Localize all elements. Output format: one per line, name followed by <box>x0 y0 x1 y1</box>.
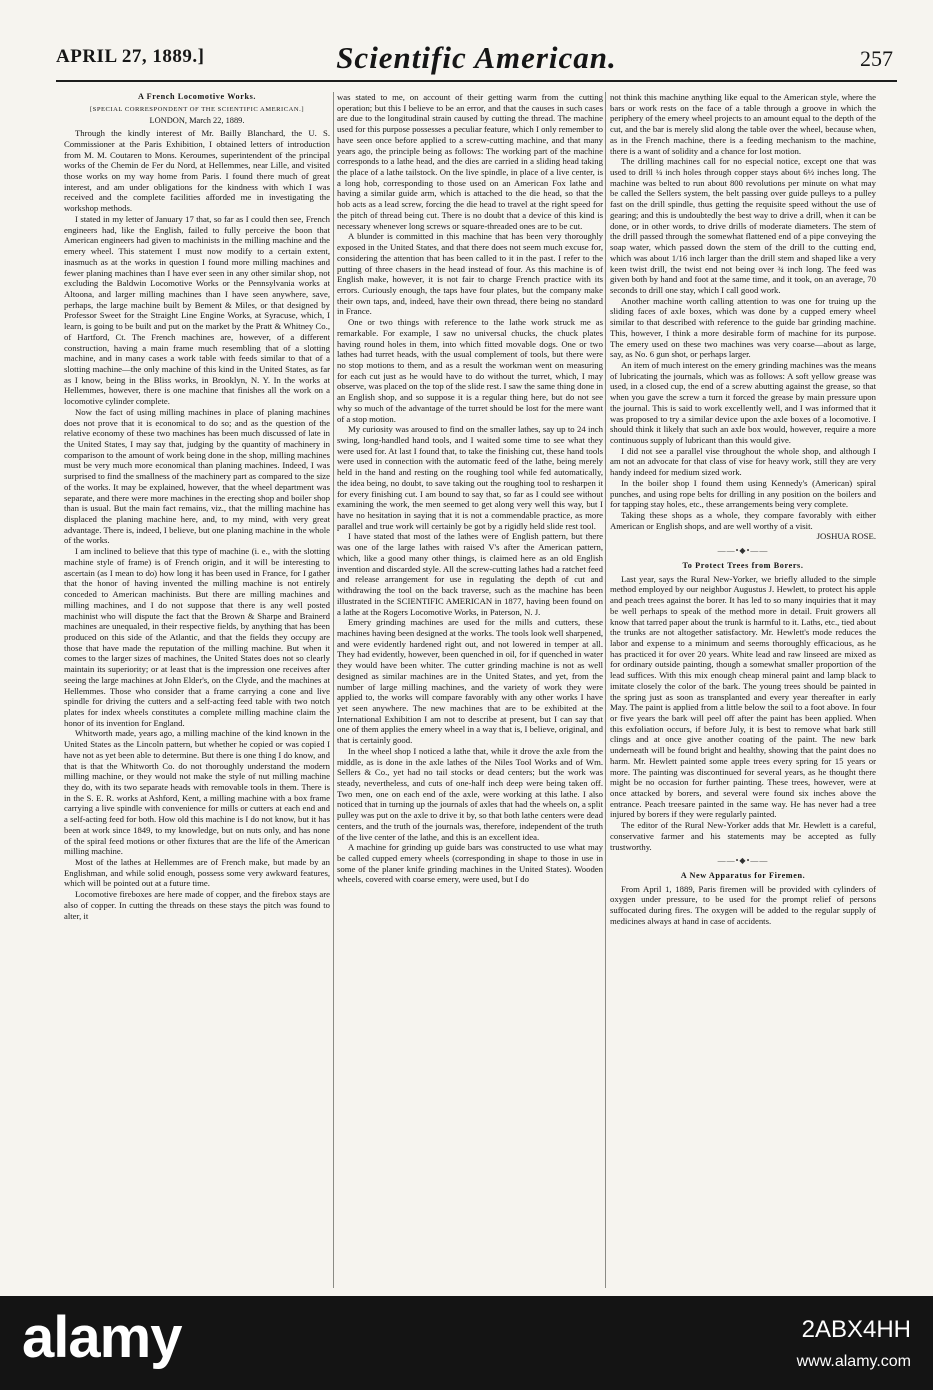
watermark-image-id: 2ABX4HH <box>801 1316 911 1343</box>
paragraph: I have stated that most of the lathes were of English pattern, but there was one of the large lathes with raised V's after the American pattern, which, like a good many other things, is claimed here as an old English invention and discarded style. All the screw-cutting lathes had a ratchet feed and release arrangement for use in regulating the depth of cut and withdrawing the tool on the back traverse, such as the machine has been illustrated in the SCIENTIFIC AMERICAN in 1877, having been found on a lathe at the Rogers Locomotive Works, in Paterson, N. J. <box>337 531 603 617</box>
paragraph: Emery grinding machines are used for the mills and cutters, these machines having been designed at the works. The tools look well sharpened, and were evidently hardened right out, and not lowered in temper at all. They had evidently, however, been quenched in oil, for if quenched in water they would have been whiter. The cutter grinding machine is not as well designed as similar machines are in the United States, and yet, from the number of large milling machines, and the variety of work they were applied to, the works will compare favorably with any other works I have yet seen anywhere. The new machines that are to be exhibited at the International Exhibition I am not to describe at present, but I can say that one of them applies the emery wheel in a way that is, I believe, original, and that is certainly good. <box>337 617 603 746</box>
article-title: A French Locomotive Works. <box>137 92 257 101</box>
paragraph: Now the fact of using milling machines in place of planing machines does not prove that it is economical to do so; and as the question of the relative economy of these two machines has been much discussed of late in the United States, I may say that, judging by the quantity of machinery in comparison to the amount of work being done in the shop, milling machines must be very much more economical than planing machines. Indeed, I was surprised to find the smallness of the machinery part as compared to the size of the works. It may be explained, however, that the wheel department was separate, and there were more machines in the erecting shop and boiler shop than is usual. But the main fact remains, viz., that the milling machine has displaced the planing machine here, and, to my mind, with very great advantage. There is, indeed, I believe, but one planing machine in the whole of the works. <box>64 406 330 546</box>
column-2 <box>337 92 603 1288</box>
paragraph: My curiosity was aroused to find on the smaller lathes, say up to 24 inch swing, long-handled hand tools, and I waited some time to see what they were used for. At last I found that, to take the finishing cut, these hand tools were used in connection with the automatic feed of the lathe, being merely held in the hand and resting on the roughing tool while fed automatically, the idea being, no doubt, to save taking out the roughing tool to resharpen it for every finishing cut. I am bound to say that, so far as I could see without examining the work, the men seemed to get along very well this way, but I have no hesitation in saying that it is not a commendable practice, as more parallel and true work will certainly be got by a rigidly held slide rest tool. <box>337 424 603 531</box>
paragraph: A blunder is committed in this machine that has been very thoroughly exposed in the United States, and that there does not seem much excuse for, considering the attention that has been called to it in the past. I refer to the putting of three chasers in the head instead of four. As this machine is of English make, however, it is not fair to charge French practice with its errors. Curiously enough, the taps have four plates, but the company make their own taps, and, indeed, have their own thread, there being no standard in France. <box>337 231 603 317</box>
article-title: To Protect Trees from Borers. <box>682 560 804 570</box>
column-3 <box>610 92 876 1288</box>
paragraph: I am inclined to believe that this type of machine (i. e., with the slotting machine style of frame) is of French origin, and it will be interesting to ascertain (as I mean to do) how long it has been used in France, for I gather that the honor of having invented the milling machine is not entirely conceded to American machinists. But there are milling machines and milling machines, and I do not suppose that there is any well posted machinist who will dispute the fact that the Brown & Sharpe and Brainerd machines are unequaled, in their respective fields, by anything that has been produced on this side of the Atlantic, and that the fields they occupy are those that have made the reputation of the milling machine. But when it comes to the larger sizes of machines, the United States does not so clearly maintain its superiority; or at least that is the impression one receives after seeing the large machines at John Elder's, on the Clyde, and the machines at Hellemmes. Those who consider that a frame carrying a cone and live spindle for driving the cutters and a self-acting feed table with two notch plates for index wheels constitutes a complete milling machine claim the honor of its invention for England. <box>64 546 330 728</box>
paragraph: Locomotive fireboxes are here made of copper, and the firebox stays are also of copper. In cutting the threads on these stays the pitch was found to alter, it <box>64 889 330 921</box>
paragraph: Another machine worth calling attention to was one for truing up the sliding faces of axle boxes, which was done by a cupped emery wheel similar to that described with reference to the guide bar grinding machine. This, however, I think a more desirable form of machine for its purpose. The emery used on these two machines was very coarse—about as large, say, as No. 6 gun shot, or perhaps larger. <box>610 295 876 360</box>
author-signature: JOSHUA ROSE. <box>816 531 876 542</box>
paragraph: Through the kindly interest of Mr. Bailly Blanchard, the U. S. Commissioner at the Paris Exhibition, I obtained letters of introduction from M. M. Coutaren to Mons. Keroumes, superintendent of the principal works of the Chemin de Fer du Nord, at Hellemmes, near Lille, and visited those works on my way home from Paris. I found there much of great interest, and am under obligations for the kindness with which I was received and the complete facilities afforded me in investigating the workshop methods. <box>64 128 330 214</box>
article-dateline: LONDON, March 22, 1889. <box>149 116 245 126</box>
watermark-logo: alamy <box>22 1305 182 1370</box>
paragraph: Most of the lathes at Hellemmes are of French make, but made by an Englishman, and while solid enough, possess some very awkward features, which will be pointed out at a future time. <box>64 857 330 889</box>
masthead <box>56 40 897 82</box>
article-byline: [SPECIAL CORRESPONDENT OF THE SCIENTIFIC AMERICAN.] <box>89 105 305 113</box>
paragraph: In the wheel shop I noticed a lathe that, while it drove the axle from the middle, as is done in the axle lathes of the Niles Tool Works and of Wm. Sellers & Co., yet had no tail stocks or dead centers; but the work was steady, nevertheless, and cuts of one-half inch deep were being taken off. Two men, one on each end of the axle, were working at this lathe. I also noticed that in turning up the journals of axles that had the wheels on, a split pulley was put on the axle to drive it by, so that both lathe centers were dead centers, and the truth of the journals was, therefore, independent of the truth of the live center of the lathe, and this is an excellent idea. <box>337 745 603 842</box>
watermark-url: www.alamy.com <box>796 1353 911 1370</box>
watermark-banner <box>0 1296 933 1390</box>
journal-title: Scientific American. <box>336 40 617 75</box>
paragraph: Last year, says the Rural New-Yorker, we briefly alluded to the simple method employed by our neighbor Augustus J. Hewlett, to protect his apple and peach trees against the borer. It has led to so many inquiries that it may be well perhaps to speak of the method more in detail. Fruit growers all know that tarred paper about the trunk is harmful to it. Laths, etc., tied about the trunks are not altogether satisfactory. Mr. Hewlett's mode reduces the labor and expense to a minimum and seems thoroughly efficacious, as he has practiced it for over 20 years. White lead and raw linseed are mixed as for ordinary outside painting, though a somewhat smaller proportion of the lead suffices. With this mix enough cheap mineral paint and lamp black to imitate closely the color of the bark. The young trees should be painted in the spring just as soon as transplanted and every year thereafter in early May. The paint is applied from a little below the soil to a foot above. In four or five years the bark will peel off after the paint has been applied. When this exfoliation occurs, if before July, it is best to remove what bark still clings and at once give another coating of the paint. The new bark underneath will be found bright and healthy, showing that the paint does no harm. Mr. Hewlett painted some apple trees every spring for 15 years or more. The painting was discontinued for several years, as he thought there might be no occasion for further painting. These trees, however, were at once attacked by borers, and several were found six inches above the entrance. Peach treesare painted in the same way. He has never had a tree injured by borers if they were regularly painted. <box>610 573 876 820</box>
paragraph: not think this machine anything like equal to the American style, where the bars or work rests on the face of a table through a groove in which the periphery of the emery wheel projects to an amount equal to the depth of the cut, and the bar is merely slid along the table over the wheel, because when, as in the French machine, there is a feeding mechanism to the machine, there is a want of solidity and a chance for lost motion. <box>610 92 876 156</box>
article-title: A New Apparatus for Firemen. <box>680 871 806 881</box>
paragraph: A machine for grinding up guide bars was constructed to use what may be called cupped emery wheels (corresponding in shape to those in use in some of the planer knife grinding machines in the United States). Wooden wheels, covered with coarse emery, were used, but I do <box>337 842 603 885</box>
paragraph: Whitworth made, years ago, a milling machine of the kind known in the United States as the Lincoln pattern, but whether he copied or was copied I have not as yet been able to determine. But there is one thing I do know, and that is that the Whitworth Co. do not thoroughly understand the modern milling machine, or they would not make the style of nut milling machine they do, with its two separate heads with removable tools in them. There is in the S. E. R. works at Ashford, Kent, a milling machine with a box frame carrying a live spindle with convenience for mills or cutters at each end and a self-acting feed for both. How old this machine is I do not know, but it has been at work since 1849, to my knowledge, but on nuts only, and has none of the spiral feed motions or other fixtures that are the life of the American milling machine. <box>64 728 330 857</box>
paragraph: One or two things with reference to the lathe work struck me as remarkable. For example, I saw no universal chucks, the chuck plates having round holes in them, into which fitted movable dogs. One or two lathes had turret heads, with the usual complement of tools, but there were no stop motions to them, and as a result the workman went on measuring for each cut just as he would have to do without the turret, which, I may observe, was placed on the top of the slide rest. I saw the same thing done in an English shop, and so suppose it is a regular thing here, but do not see why so much of the advantage of the turret should be lost for the mere want of a stop motion. <box>337 317 603 424</box>
paragraph: The editor of the Rural New-Yorker adds that Mr. Hewlett is a careful, conservative farmer and his statements may be accepted as fully trustworthy. <box>610 820 876 852</box>
section-divider: ——•◆•—— <box>717 856 769 866</box>
column-rule <box>333 92 334 1288</box>
paragraph: I stated in my letter of January 17 that, so far as I could then see, French engineers had, like the English, failed to fully perceive the boon that American engineers had given to machinists in the milling machine and the emery wheel. This statement I must now modify to a certain extent, inasmuch as at the works in question I found more milling machines and fewer planing machines than I have ever seen in any other similar shop, not excluding the Baldwin Locomotive Works or the Pennsylvania works at Altoona, and larger milling machines than I have seen anywhere, save, perhaps, the large machine built by Bement & Miles, or that designed by Professor Sweet for the Straight Line Engine Works, at Syracuse, which, I learn, is going to be built and put on the market by the Pratt & Whitney Co., of Hartford, Ct. The French machines are, however, of a different construction, having a main frame much resembling that of a slotting machine, and in many cases a work table with feeds similar to that of a slotting machine—the only machine of this kind in the United States, as far as I know, being in the Bliss works, in Brooklyn, N. Y. In the works at Hellemmes, however, there is one machine that finishes all the work on a locomotive cylinder complete. <box>64 213 330 407</box>
paragraph: From April 1, 1889, Paris firemen will be provided with cylinders of oxygen under pressure, to be used for the prompt relief of persons suffocated during fires. The oxygen will be added to the regular supply of medicines always at hand in case of accidents. <box>610 883 876 926</box>
page-number: 257 <box>860 46 893 71</box>
paragraph: An item of much interest on the emery grinding machines was the means of lubricating the journals, which was as follows: A soft yellow grease was used, in a closed cup, the end of a screw abutting against the grease, so that when you gave the screw a turn it forced the grease by main pressure upon the journal. This is said to work excellently well, and I was informed that it was proposed to try a similar device upon the axle boxes of a locomotive. I should think it likely that such an axle box would, however, require a more continuous supply of lubricant than this would give. <box>610 359 876 445</box>
section-divider: ——•◆•—— <box>717 546 769 556</box>
paragraph: The drilling machines call for no especial notice, except one that was used to drill ¼ inch holes through copper stays about 6½ inches long. The machine was belted to run about 800 revolutions per minute on what may be called the Sellers system, the belt passing over guide pulleys to a pulley fast on the drill spindle, thus getting the requisite speed without the use of gearing; and this is undoubtedly the best way to drive a drill, when it can be done, or in other words, to drive drills of moderate diameters. The stem of the drill passed through the somewhat flattened end of a pipe conveying the soap water, which passed down the stem of the drill to the cutting end, which was about 1/16 inch larger than the drill stem and shaped like a very keen twist drill, the twist end not being over ¾ inch long. The feed was given both by hand and foot at the same time, and it took, on an average, 70 seconds to drill one stay, which I call good work. <box>610 156 876 295</box>
paragraph: Taking these shops as a whole, they compare favorably with either American or English shops, and are well worthy of a visit. <box>610 510 876 531</box>
paragraph: In the boiler shop I found them using Kennedy's (American) spiral punches, and using rope belts for drilling in any position on the boilers and for tapping stay holes, etc., these arrangements being very complete. <box>610 477 876 510</box>
paragraph: I did not see a parallel vise throughout the whole shop, and although I am not an advocate for that class of vise for heavy work, still they are very handy indeed for medium sized work. <box>610 445 876 478</box>
paragraph: was stated to me, on account of their getting warm from the cutting operation; but this I believe to be an error, and that the causes in such cases are due to the longitudinal strain caused by cutting the thread. The machine used for this purpose possesses a peculiar feature, which I only remember to have seen once before applied to a screw-cutting machine, and that many years ago, the principle being as follows: The working part of the machine corresponds to a lathe head, and the dies are carried in a sliding head taking the place of a lathe tailstock. On the live spindle, in place of a live center, is a long hob, corresponding to those used on an American Fox lathe and having a similar guide arm, which is attached to the die head, so that the hob acts as a lead screw, forcing the die head to travel at the right speed for the pitch of thread being cut. There is no doubt that a device of this kind is necessary whenever long screws or square-threaded ones are to be cut. <box>337 92 603 231</box>
column-1 <box>64 92 330 1288</box>
column-rule <box>605 92 606 1288</box>
issue-date: APRIL 27, 1889.] <box>56 46 205 67</box>
